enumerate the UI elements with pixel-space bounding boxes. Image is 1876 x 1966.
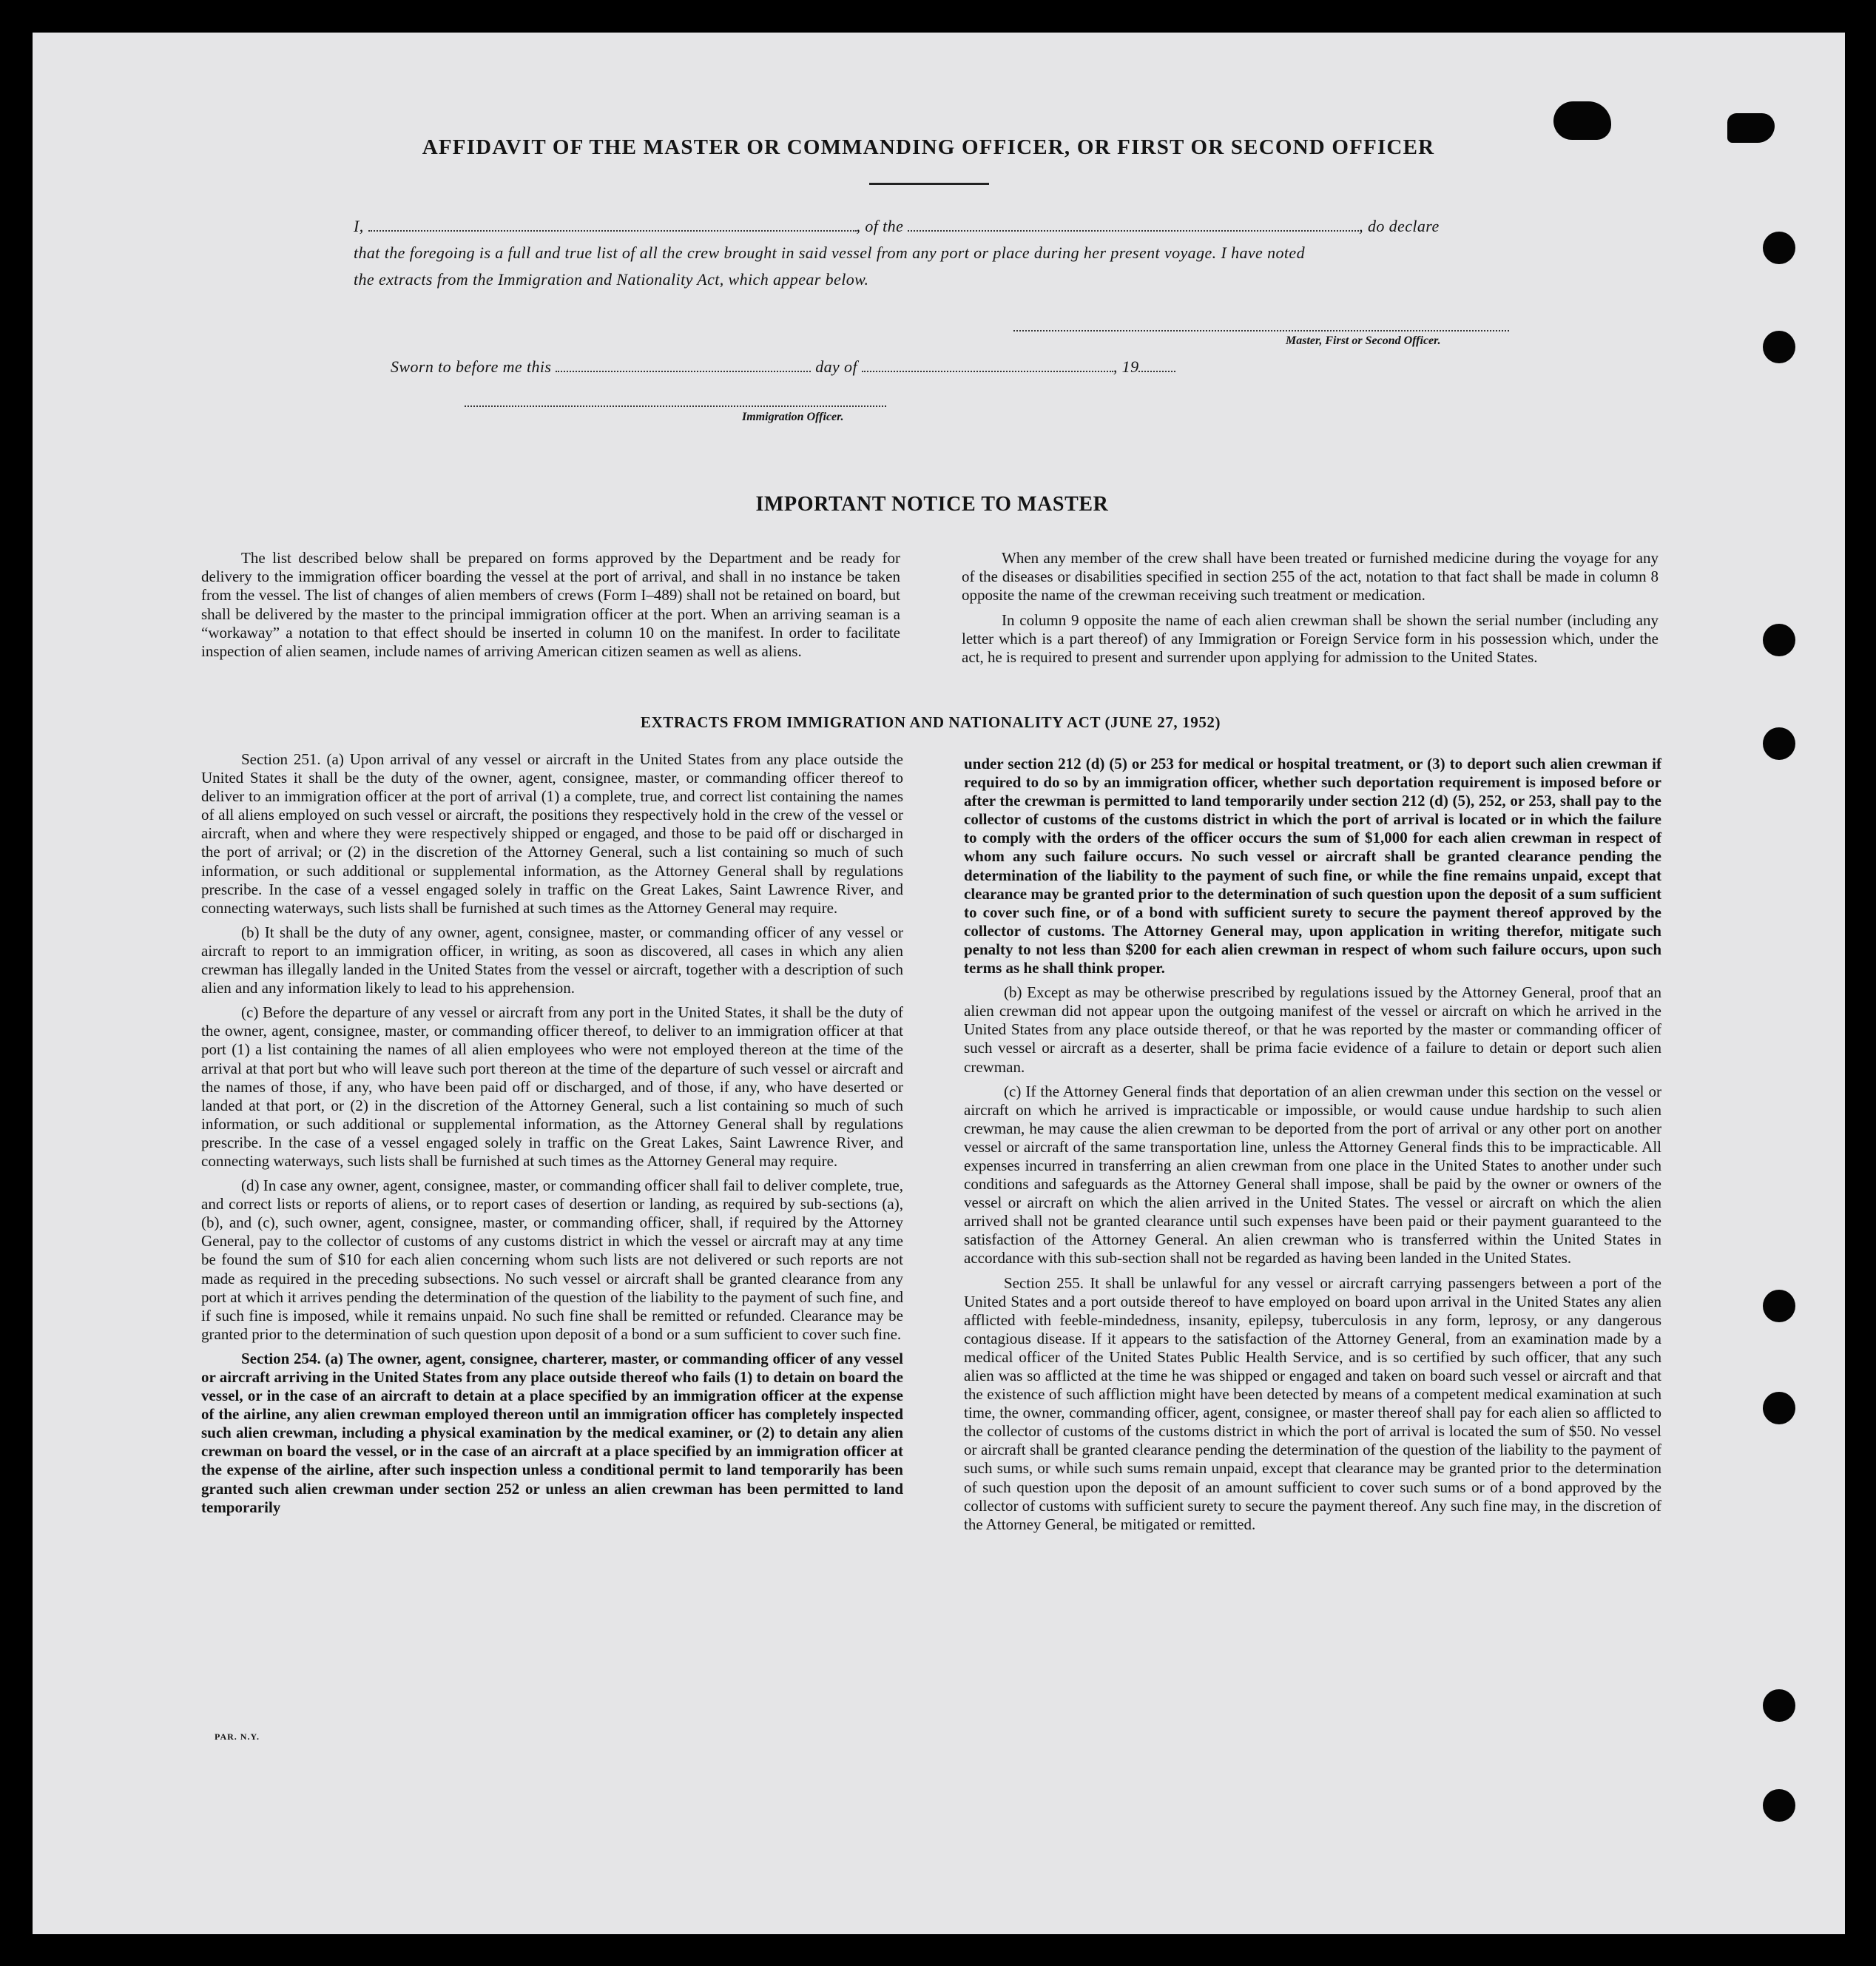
sworn-line [391, 354, 1545, 380]
punch-hole [1763, 1789, 1795, 1822]
sworn-month-field[interactable] [862, 357, 1113, 372]
extracts-left-column [201, 750, 903, 1523]
punch-hole [1763, 232, 1795, 264]
section-254-a-continued: under section 212 (d) (5) or 253 for medical or hospital treatment, or (3) to deport such alien crewman if required to do so by an immigration officer, whether such deportation requirement is imposed before or after the crewman is permitted to land temporarily under section 212 (d) (5), 252, or 253, shall pay to the collector of customs of the customs district in which the port of arrival is located or in which the failure to comply with the orders of the officer occurs the sum of $1,000 for each alien crewman in respect of whom any such failure occurs. No such vessel or aircraft shall be granted clearance pending the determination of the liability to the payment of such fine, or while the fine remains unpaid, except that clearance may be granted prior to the determination of such question upon the deposit of a sum sufficient to cover such fine, or of a bond with sufficient surety to secure the payment thereof approved by the collector of customs. The Attorney General may, upon application in writing therefor, mitigate such penalty to not less than $200 for each alien crewman in respect of whom such failure occurs, upon such terms as he shall think proper. [964, 755, 1661, 977]
notice-title: IMPORTANT NOTICE TO MASTER [755, 493, 1109, 516]
ink-blot [1727, 113, 1775, 143]
printer-mark: PAR. N.Y. [215, 1731, 260, 1742]
officer-signature-line[interactable] [465, 405, 886, 407]
title-rule [869, 183, 989, 185]
punch-hole [1763, 624, 1795, 656]
i-label: I, [354, 217, 364, 235]
notice-right-text-1: When any member of the crew shall have been treated or furnished medicine during the voyage for any of the diseases or disabilities specified in section 255 of the act, notation to that fact shall be made in column 8 opposite the name of the crewman receiving such treatment or medication. [962, 549, 1659, 605]
notice-left-text: The list described below shall be prepared on forms approved by the Department and be ready for delivery to the immigration officer boarding the vessel at the port of arrival, and shall in no instance be taken from the vessel. The list of changes of alien members of crews (Form I–489) shall not be retained on board, but shall be delivered by the master to the principal immigration officer at the port. When an arriving seaman is a “workaway” a notation to that effect should be inserted in column 10 on the manifest. In order to facilitate inspection of alien seamen, include names of arriving American citizen seamen as well as aliens. [201, 549, 900, 661]
ink-blot [1553, 101, 1611, 140]
section-255: Section 255. It shall be unlawful for any vessel or aircraft carrying passengers between a port of the United States and a port outside thereof to have employed on board upon arrival in the United States any alien afflicted with feeble-mindedness, insanity, epilepsy, tuberculosis in any form, leprosy, or any dangerous contagious disease. If it appears to the satisfaction of the Attorney General, from an examination made by a medical officer of the United States Public Health Service, and is so certified by such officer, that any such alien was so afflicted at the time he was shipped or engaged and taken on board such vessel or aircraft and that the existence of such affliction might have been detected by means of a competent medical examination at such time, the owner, commanding officer, agent, consignee, or master thereof shall pay for each alien so afflicted to the collector of customs of the customs district in which the port of arrival is located the sum of $50. No vessel or aircraft shall be granted clearance pending the determination of the question of the liability to the payment of such sums, or while such sums remain unpaid, except that clearance may be granted prior to the determination of such question upon the deposit of an amount sufficient to cover such sums or of a bond approved by the collector of customs with sufficient surety to secure the payment thereof. Any such fine may, in the discretion of the Attorney General, be mitigated or remitted. [964, 1273, 1661, 1533]
master-signature-line[interactable] [1013, 330, 1509, 331]
declaration-line-2: that the foregoing is a full and true list of all the crew brought in said vessel from any port or place during her present voyage. I have noted [354, 243, 1305, 262]
notice-right-text-2: In column 9 opposite the name of each alien crewman shall be shown the serial number (including any letter which is a part thereof) of any Immigration or Foreign Service form in his possession which, under the act, he is required to present and surrender upon applying for admission to the United States. [962, 610, 1659, 667]
sworn-label: Sworn to before me this [391, 357, 552, 376]
day-of-label: day of [815, 357, 857, 376]
extracts-right-column [964, 755, 1661, 1540]
section-251-a: Section 251. (a) Upon arrival of any vessel or aircraft in the United States from any place outside the United States it shall be the duty of the owner, agent, consignee, master, or commanding officer thereof to deliver to an immigration officer at the port of arrival (1) a complete, true, and correct list containing the names of all aliens employed on such vessel or aircraft, the positions they respectively hold in the crew of the vessel or aircraft, when and where they were respectively shipped or engaged, and those to be paid off or discharged in the port of arrival; or (2) in the discretion of the Attorney General, such a list containing so much of such information, or such additional or supplemental information, as the Attorney General shall by regulations prescribe. In the case of a vessel engaged solely in traffic on the Great Lakes, Saint Lawrence River, and connecting waterways, such lists shall be furnished at such times as the Attorney General may require. [201, 750, 903, 917]
affidavit-title: AFFIDAVIT OF THE MASTER OR COMMANDING OFFICER, OR FIRST OR SECOND OFFICER [422, 135, 1435, 159]
year-label: , 19 [1113, 357, 1139, 376]
section-251-d: (d) In case any owner, agent, consignee, master, or commanding officer shall fail to deliver complete, true, and correct lists or reports of aliens, or to report cases of desertion or landing, as required by sub-sections (a), (b), and (c), such owner, agent, consignee, master, or commanding officer, shall, if required by the Attorney General, pay to the collector of customs of any customs district in which the vessel or aircraft may at any time be found the sum of $10 for each alien concerning whom such lists are not delivered or such reports are not made as required in the preceding subsections. No such vessel or aircraft shall be granted clearance from any port at which it arrives pending the determination of the question of the liability to the payment of such fine, and if such fine is imposed, while it remains unpaid. No such fine shall be remitted or refunded. Clearance may be granted prior to the determination of such question upon deposit of a bond or a sum sufficient to cover such fine. [201, 1176, 903, 1343]
of-the-label: , of the [856, 217, 904, 235]
officer-signature-caption: Immigration Officer. [742, 411, 844, 423]
declaration-line-1 [354, 213, 1508, 240]
punch-hole [1763, 1392, 1795, 1424]
do-declare-label: , do declare [1359, 217, 1440, 235]
name-field[interactable] [368, 217, 857, 232]
master-signature-caption: Master, First or Second Officer. [1286, 334, 1441, 347]
extracts-title: EXTRACTS FROM IMMIGRATION AND NATIONALITY ACT (JUNE 27, 1952) [640, 713, 1221, 731]
sworn-year-field[interactable] [1138, 357, 1175, 372]
sworn-day-field[interactable] [556, 357, 811, 372]
section-251-c: (c) Before the departure of any vessel or aircraft from any port in the United States, it shall be the duty of the owner, agent, consignee, master, or commanding officer thereof, to deliver to an immigration officer at that port (1) a list containing the names of all alien employees who were not employed thereon at the time of the arrival at that port but who will leave such port thereon at the time of the departure of such vessel or aircraft and the names of those, if any, who have been paid off or discharged, and of those, if any, who have deserted or landed at that port, or (2) in the discretion of the Attorney General, such a list containing so much of such information, or such additional or supplemental information, as the Attorney General shall by regulations prescribe. In the case of a vessel engaged solely in traffic on the Great Lakes, Saint Lawrence River, and connecting waterways, such lists shall be furnished at such times as the Attorney General may require. [201, 1003, 903, 1170]
section-254-b: (b) Except as may be otherwise prescribed by regulations issued by the Attorney General, proof that an alien crewman did not appear upon the outgoing manifest of the vessel or aircraft on which he arrived in the United States from any place outside thereof, or that he was reported by the master or commanding officer of such vessel or aircraft as a deserter, shall be prima facie evidence of a failure to detain or deport such alien crewman. [964, 983, 1661, 1076]
section-254-a: Section 254. (a) The owner, agent, consignee, charterer, master, or commanding officer of any vessel or aircraft arriving in the United States from any place outside thereof who fails (1) to detain on board the vessel, or in the case of an aircraft to detain at a place specified by an immigration officer at the expense of the airline, any alien crewman employed thereon until an immigration officer has completely inspected such alien crewman, including a physical examination by the medical examiner, or (2) to detain any alien crewman on board the vessel, or in the case of an aircraft at a place specified by an immigration officer at the expense of the airline, after such inspection unless a conditional permit to land temporarily has been granted such alien crewman under section 252 or unless an alien crewman has been permitted to land temporarily [201, 1349, 903, 1516]
notice-left-paragraph [201, 549, 900, 667]
punch-hole [1763, 727, 1795, 760]
section-251-b: (b) It shall be the duty of any owner, agent, consignee, master, or commanding officer of any vessel or aircraft to report to an immigration officer, in writing, as soon as discovered, all cases in which any alien crewman has illegally landed in the United States from the vessel or aircraft, together with a description of such alien and any information likely to lead to his apprehension. [201, 923, 903, 997]
section-254-c: (c) If the Attorney General finds that deportation of an alien crewman under this section on the vessel or aircraft on which he arrived is impracticable or impossible, or would cause undue hardship to such alien crewman, he may cause the alien crewman to be deported from the port of arrival or any other port on another vessel or aircraft of the same transportation line, unless the Attorney General finds this to be impracticable. All expenses incurred in transferring an alien crewman from one place in the United States to another under such conditions and safeguards as the Attorney General shall impose, shall be paid by the owner or owners of the vessel or aircraft on which the alien arrived in the United States. The vessel or aircraft on which the alien arrived shall not be granted clearance until such expenses have been paid or their payment guaranteed to the satisfaction of the Attorney General. An alien crewman who is transferred within the United States in accordance with this sub-section shall not be regarded as having been landed in the United States. [964, 1082, 1661, 1268]
vessel-field[interactable] [908, 217, 1359, 232]
notice-right-paragraphs [962, 549, 1659, 673]
punch-hole [1763, 331, 1795, 363]
punch-hole [1763, 1290, 1795, 1322]
declaration-line-3: the extracts from the Immigration and Nationality Act, which appear below. [354, 270, 869, 289]
punch-hole [1763, 1689, 1795, 1722]
